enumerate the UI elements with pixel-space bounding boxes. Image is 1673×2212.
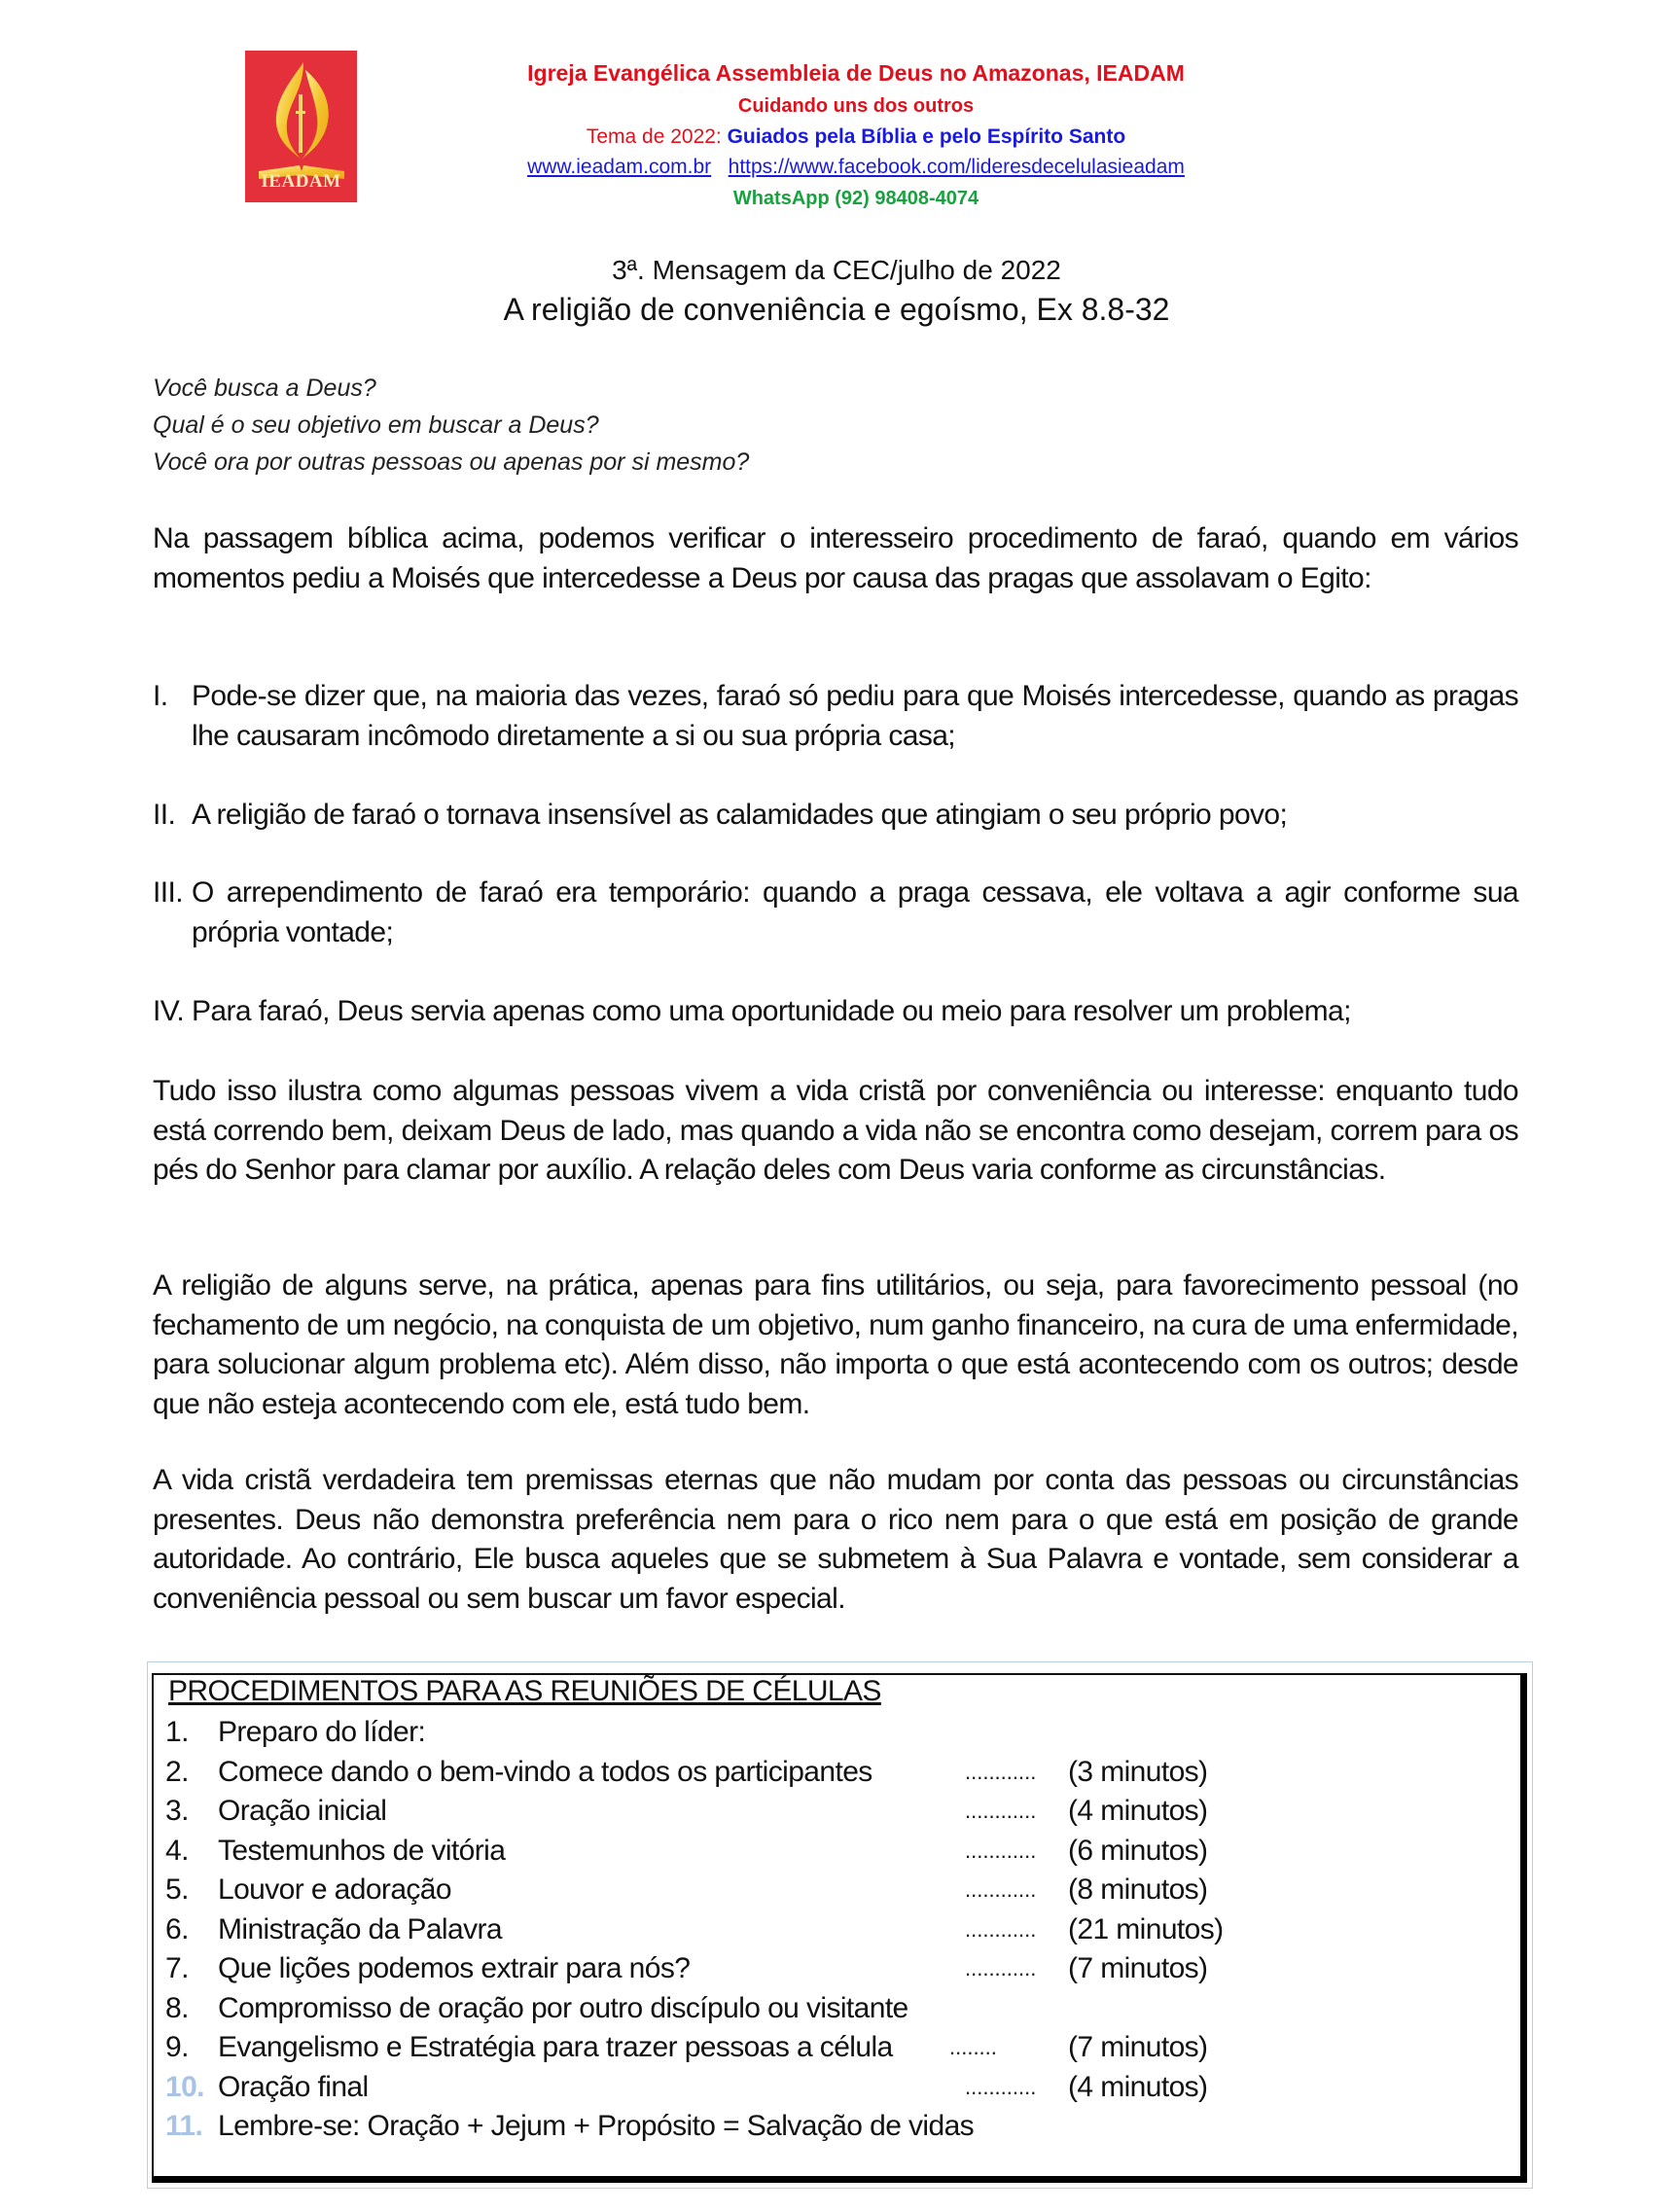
organization-name: Igreja Evangélica Assembleia de Deus no Amazonas, IEADAM bbox=[527, 60, 1185, 86]
leader-dots: ............ bbox=[965, 1799, 1037, 1823]
question: Qual é o seu objetivo em buscar a Deus? bbox=[153, 411, 599, 439]
procedures-title: PROCEDIMENTOS PARA AS REUNIÕES DE CÉLULAS bbox=[168, 1675, 881, 1707]
point-text: O arrependimento de faraó era temporário: quando a praga cessava, ele voltava a agir conforme sua própria vontade; bbox=[192, 876, 1518, 948]
procedure-duration: (4 minutos) bbox=[1068, 1795, 1208, 1827]
leader-dots: ............ bbox=[965, 1916, 1037, 1942]
procedure-label: Que lições podemos extrair para nós? bbox=[218, 1952, 691, 1984]
point-number: II. bbox=[153, 799, 176, 831]
reflection-questions bbox=[153, 370, 749, 481]
point-item bbox=[153, 796, 1518, 836]
procedure-number: 4. bbox=[165, 1834, 189, 1867]
procedure-number: 7. bbox=[165, 1952, 189, 1984]
point-text: A religião de faraó o tornava insensível as calamidades que atingiam o seu próprio povo; bbox=[192, 799, 1288, 831]
intro-paragraph: Na passagem bíblica acima, podemos verificar o interesseiro procedimento de faraó, quando em vários momentos pediu a Moisés que intercedesse a Deus por causa das pragas que assolavam o Egito: bbox=[153, 522, 1518, 594]
procedure-duration: (8 minutos) bbox=[1068, 1873, 1208, 1906]
procedure-number: 8. bbox=[165, 1991, 189, 2024]
procedure-label: Comece dando o bem-vindo a todos os participantes bbox=[218, 1755, 872, 1788]
procedure-label: Compromisso de oração por outro discípulo ou visitante bbox=[218, 1991, 908, 2024]
procedure-label: Evangelismo e Estratégia para trazer pessoas a célula bbox=[218, 2031, 893, 2063]
body-paragraph: Tudo isso ilustra como algumas pessoas vivem a vida cristã por conveniência ou interesse: enquanto tudo está correndo bem, deixam Deus de lado, mas quando a vida não se encontra como desejam, correm para os pés do Senhor para clamar por auxílio. A relação deles com Deus varia conforme as circunstâncias. bbox=[153, 1075, 1518, 1186]
procedure-label: Testemunhos de vitória bbox=[218, 1834, 506, 1867]
procedure-number: 9. bbox=[165, 2031, 189, 2063]
site-link[interactable]: www.ieadam.com.br bbox=[527, 156, 712, 178]
procedure-number: 1. bbox=[165, 1716, 189, 1748]
procedure-label: Lembre-se: Oração + Jejum + Propósito = Salvação de vidas bbox=[218, 2110, 975, 2142]
question: Você busca a Deus? bbox=[153, 375, 376, 402]
theme-value: Guiados pela Bíblia e pelo Espírito Santo bbox=[727, 125, 1126, 148]
procedure-label: Louvor e adoração bbox=[218, 1873, 451, 1906]
point-number: III. bbox=[153, 876, 183, 909]
ieadam-logo bbox=[245, 51, 357, 202]
motto: Cuidando uns dos outros bbox=[737, 95, 975, 117]
point-number: IV. bbox=[153, 995, 185, 1027]
theme-label: Tema de 2022: bbox=[586, 125, 728, 148]
leader-dots: ........ bbox=[949, 2035, 997, 2059]
body-paragraph: A vida cristã verdadeira tem premissas eternas que não mudam por conta das pessoas ou circunstâncias presentes. Deus não demonstra preferência nem para o rico nem para o que está em posição de grande autoridade. Ao contrário, Ele busca aqueles que se submetem à Sua Palavra e vontade, sem considerar a conveniência pessoal ou sem buscar um favor especial. bbox=[153, 1464, 1518, 1615]
point-number: I. bbox=[153, 680, 168, 712]
point-text: Para faraó, Deus servia apenas como uma oportunidade ou meio para resolver um problema; bbox=[192, 995, 1351, 1027]
procedure-number: 3. bbox=[165, 1795, 189, 1827]
point-item bbox=[153, 874, 1518, 952]
question: Você ora por outras pessoas ou apenas por si mesmo? bbox=[153, 448, 750, 476]
message-subtitle: 3ª. Mensagem da CEC/julho de 2022 bbox=[612, 255, 1061, 285]
procedure-label: Oração inicial bbox=[218, 1795, 387, 1827]
leader-dots: ............ bbox=[965, 1837, 1037, 1863]
point-item bbox=[153, 992, 1518, 1032]
procedure-duration: (3 minutos) bbox=[1068, 1755, 1208, 1788]
procedure-duration: (6 minutos) bbox=[1068, 1834, 1208, 1867]
leader-dots: ............ bbox=[965, 1877, 1037, 1902]
procedure-number: 2. bbox=[165, 1755, 189, 1788]
procedure-label: Ministração da Palavra bbox=[218, 1912, 502, 1945]
procedure-duration: (21 minutos) bbox=[1068, 1912, 1224, 1945]
procedure-duration: (7 minutos) bbox=[1068, 1952, 1208, 1984]
logo-text: IEADAM bbox=[261, 171, 341, 192]
leader-dots: ............ bbox=[965, 2074, 1037, 2099]
leader-dots: ............ bbox=[965, 1956, 1037, 1980]
procedure-duration: (4 minutos) bbox=[1068, 2070, 1208, 2103]
point-item bbox=[153, 677, 1518, 756]
facebook-link[interactable]: https://www.facebook.com/lideresdecelulasieadam bbox=[728, 156, 1185, 178]
whatsapp-contact: WhatsApp (92) 98408-4074 bbox=[732, 188, 979, 209]
theme-line bbox=[370, 125, 1342, 149]
links-line bbox=[370, 156, 1342, 179]
procedure-number: 10. bbox=[165, 2070, 204, 2103]
leader-dots: ............ bbox=[965, 1759, 1037, 1784]
procedure-duration: (7 minutos) bbox=[1068, 2031, 1208, 2063]
procedure-number: 6. bbox=[165, 1912, 189, 1945]
procedure-number: 11. bbox=[165, 2110, 203, 2142]
body-paragraph: A religião de alguns serve, na prática, apenas para fins utilitários, ou seja, para favorecimento pessoal (no fechamento de um negócio, na conquista de um objetivo, num ganho financeiro, na cura de uma enfermidade, para solucionar algum problema etc). Além disso, não importa o que está acontecendo com os outros; desde que não esteja acontecendo com ele, está tudo bem. bbox=[153, 1269, 1518, 1420]
procedure-number: 5. bbox=[165, 1873, 189, 1906]
message-title: A religião de conveniência e egoísmo, Ex 8.8-32 bbox=[503, 292, 1170, 327]
point-text: Pode-se dizer que, na maioria das vezes, faraó só pediu para que Moisés intercedesse, quando as pragas lhe causaram incômodo diretamente a si ou sua própria casa; bbox=[192, 680, 1518, 752]
procedure-label: Preparo do líder: bbox=[218, 1716, 426, 1748]
procedure-label: Oração final bbox=[218, 2070, 369, 2103]
